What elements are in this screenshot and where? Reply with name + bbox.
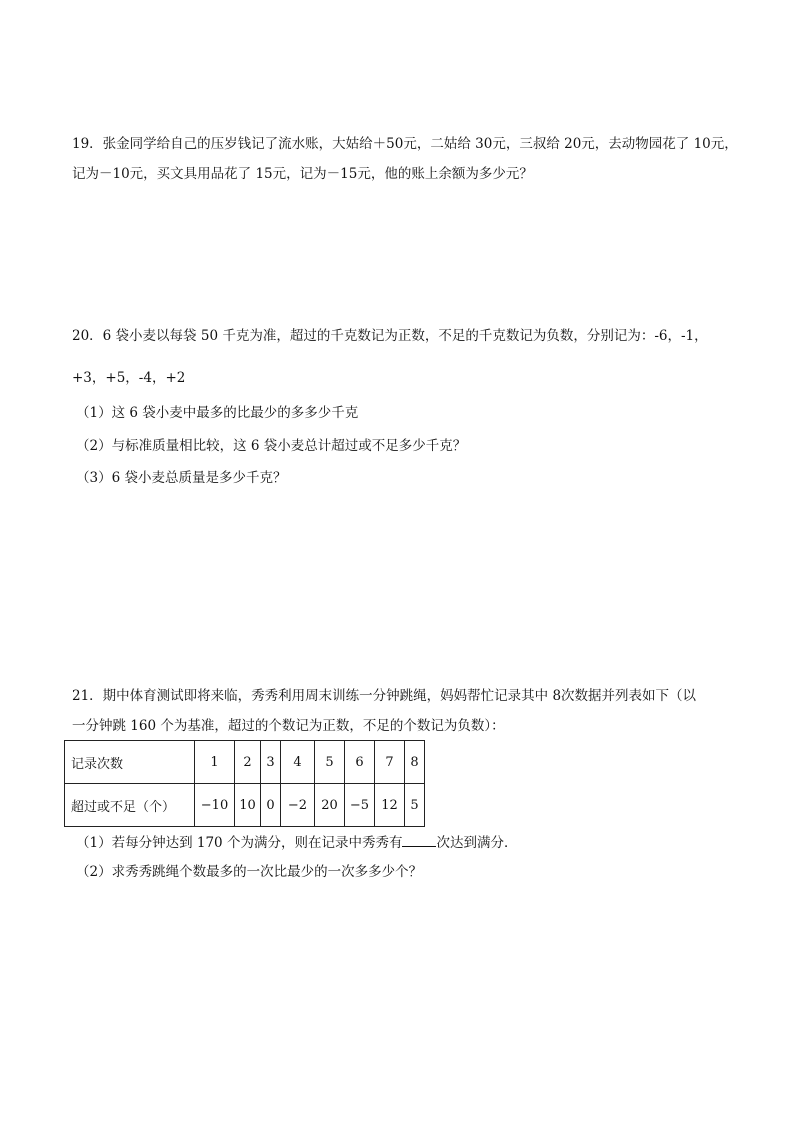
q21-line-2: 一分钟跳 160 个为基准，超过的个数记为正数，不足的个数记为负数）： (72, 718, 505, 734)
row-label-diff: 超过或不足（个） (65, 784, 195, 827)
table-cell: 20 (315, 784, 345, 827)
q20-line-1: 20．6 袋小麦以每袋 50 千克为准，超过的千克数记为正数，不足的千克数记为负数，分别记为：-6，-1， (72, 328, 708, 344)
table-cell: 4 (281, 741, 315, 784)
table-row (65, 784, 425, 827)
q20-sub-1: （1）这 6 袋小麦中最多的比最少的多多少千克 (76, 405, 359, 421)
q21-sub-1-after: 次达到满分． (436, 835, 518, 851)
answer-blank[interactable] (402, 832, 436, 847)
q19-line-2: 记为－10元，买文具用品花了 15元，记为－15元，他的账上余额为多少元？ (72, 166, 533, 182)
table-cell: 3 (261, 741, 281, 784)
q19-line-1: 19．张金同学给自己的压岁钱记了流水账，大姑给＋50元，二姑给 30元，三叔给 20元，去动物园花了 10元， (72, 136, 738, 152)
q20-sub-2: （2）与标准质量相比较，这 6 袋小麦总计超过或不足多少千克？ (76, 438, 467, 454)
table-cell: 2 (235, 741, 261, 784)
table-cell: 1 (195, 741, 235, 784)
table-cell: 7 (375, 741, 405, 784)
q20-sub-3: （3）6 袋小麦总质量是多少千克？ (76, 470, 287, 486)
q21-sub-2: （2）求秀秀跳绳个数最多的一次比最少的一次多多少个？ (76, 864, 423, 880)
table-cell: −2 (281, 784, 315, 827)
table-row (65, 741, 425, 784)
table-cell: 12 (375, 784, 405, 827)
table-cell: 5 (405, 784, 425, 827)
table-cell: 8 (405, 741, 425, 784)
table-cell: −10 (195, 784, 235, 827)
jump-rope-table (64, 740, 425, 827)
table-cell: 6 (345, 741, 375, 784)
table-cell: −5 (345, 784, 375, 827)
table-cell: 10 (235, 784, 261, 827)
table-cell: 0 (261, 784, 281, 827)
q21-line-1: 21．期中体育测试即将来临，秀秀利用周末训练一分钟跳绳，妈妈帮忙记录其中 8次数据并列表如下（以 (72, 688, 697, 704)
q20-line-2: +3，+5，-4，+2 (72, 370, 186, 386)
row-label-record: 记录次数 (65, 741, 195, 784)
q21-sub-1 (76, 832, 517, 853)
table-cell: 5 (315, 741, 345, 784)
q21-sub-1-before: （1）若每分钟达到 170 个为满分，则在记录中秀秀有 (76, 835, 403, 851)
